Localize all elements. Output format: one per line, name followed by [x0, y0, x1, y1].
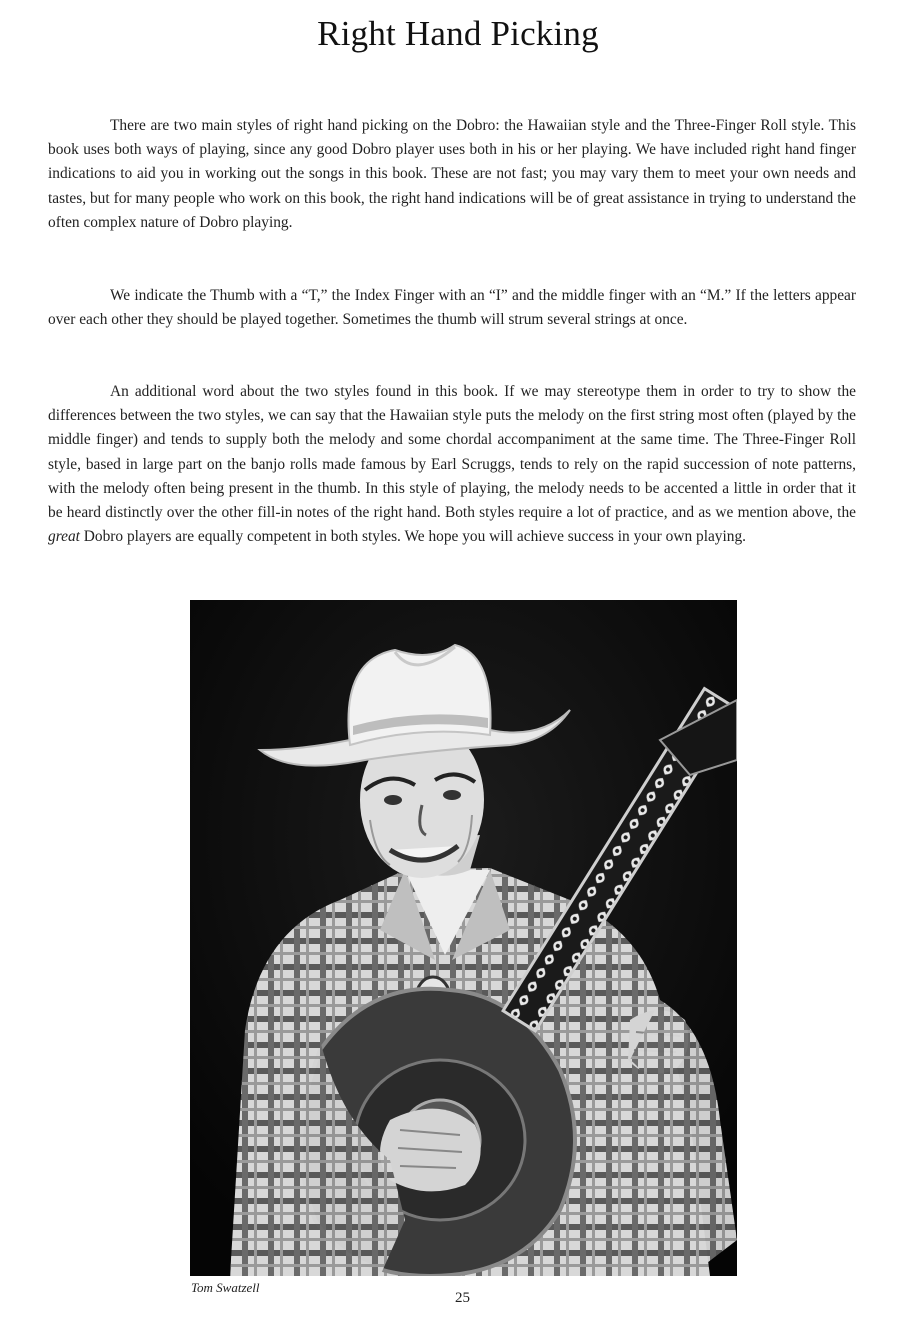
paragraph-styles-comparison	[48, 380, 856, 549]
dobro-player-photo	[190, 600, 737, 1276]
paragraph-2-text: We indicate the Thumb with a “T,” the Index Finger with an “I” and the middle finger with an “M.” If the letters appear over each other they should be played together. Sometimes the thumb will strum several strings at once.	[48, 287, 856, 329]
paragraph-1-text: There are two main styles of right hand picking on the Dobro: the Hawaiian style and the Three-Finger Roll style. This book uses both ways of playing, since any good Dobro player uses both in his or her playing. We have included right hand finger indications to aid you in working out the songs in this book. These are not fast; you may vary them to meet your own needs and tastes, but for many people who work on this book, the right hand indications will be of great assistance in trying to understand the often complex nature of Dobro playing.	[48, 117, 856, 231]
paragraph-3-text-start: An additional word about the two styles found in this book. If we may stereotype them in order to try to show the differences between the two styles, we can say that the Hawaiian style puts the melody on the first string most often (played by the middle finger) and tends to supply both the melody and some chordal accompaniment at the same time. The Three-Finger Roll style, based in large part on the banjo rolls made famous by Earl Scruggs, tends to rely on the rapid succession of note patterns, with the melody often being present in the thumb. In this style of playing, the melody needs to be accented a little in order that it be heard distinctly over the other fill-in notes of the right hand. Both styles require a lot of practice, and as we mention above, the	[48, 383, 856, 522]
paragraph-hawaiian-and-roll-styles	[48, 114, 856, 235]
dobro-player-illustration	[190, 600, 737, 1276]
page-number: 25	[455, 1290, 470, 1306]
paragraph-3-text-end: Dobro players are equally competent in both styles. We hope you will achieve success in your own playing.	[79, 528, 747, 546]
paragraph-finger-indications	[48, 284, 856, 332]
paragraph-3-emphasis: great	[48, 528, 80, 546]
page-title: Right Hand Picking	[317, 14, 599, 53]
photo-caption: Tom Swatzell	[191, 1280, 260, 1295]
